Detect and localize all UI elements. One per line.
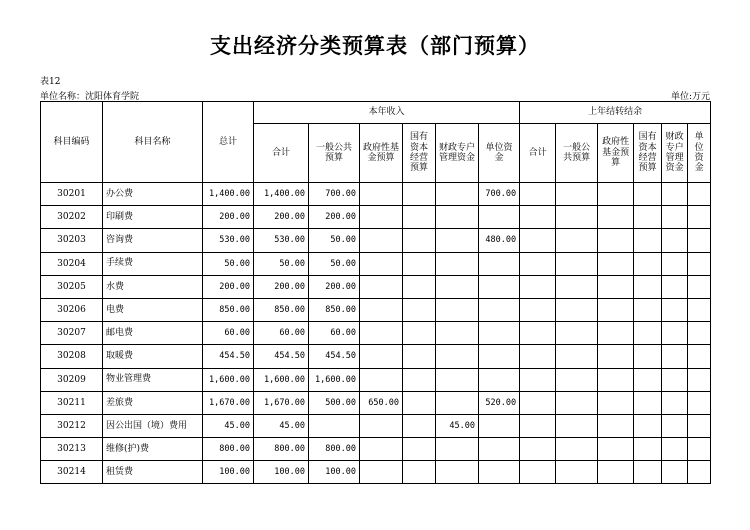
cell-code: 30214 bbox=[41, 461, 103, 484]
cell-total: 60.00 bbox=[203, 322, 254, 345]
header-co-total: 合计 bbox=[520, 124, 556, 183]
cell-code: 30205 bbox=[41, 275, 103, 298]
cell-co-unit-funds bbox=[688, 183, 711, 206]
cell-cy-gov-fund bbox=[360, 438, 403, 461]
cell-co-unit-funds bbox=[688, 391, 711, 414]
cell-cy-state-capital bbox=[403, 275, 436, 298]
cell-cy-unit-funds: 520.00 bbox=[479, 391, 520, 414]
cell-cy-special-account bbox=[436, 438, 479, 461]
cell-co-unit-funds bbox=[688, 298, 711, 321]
header-cy-total: 合计 bbox=[254, 124, 309, 183]
cell-cy-gov-fund bbox=[360, 183, 403, 206]
cell-co-state-capital bbox=[634, 298, 662, 321]
cell-name: 邮电费 bbox=[103, 322, 203, 345]
cell-name: 物业管理费 bbox=[103, 368, 203, 391]
unit-name: 单位名称：沈阳体育学院 bbox=[40, 92, 140, 102]
cell-cy-special-account bbox=[436, 345, 479, 368]
cell-co-state-capital bbox=[634, 183, 662, 206]
cell-co-gov-fund bbox=[598, 391, 634, 414]
cell-cy-unit-funds bbox=[479, 298, 520, 321]
cell-co-special-account bbox=[662, 438, 688, 461]
cell-cy-general: 200.00 bbox=[309, 275, 360, 298]
cell-co-special-account bbox=[662, 368, 688, 391]
cell-co-general bbox=[556, 252, 598, 275]
cell-cy-unit-funds bbox=[479, 438, 520, 461]
cell-cy-state-capital bbox=[403, 252, 436, 275]
cell-co-gov-fund bbox=[598, 229, 634, 252]
header-co-gov-fund: 政府性基金预算 bbox=[598, 124, 634, 183]
cell-co-general bbox=[556, 368, 598, 391]
cell-cy-total: 200.00 bbox=[254, 206, 309, 229]
cell-co-state-capital bbox=[634, 414, 662, 437]
cell-co-state-capital bbox=[634, 368, 662, 391]
cell-name: 电费 bbox=[103, 298, 203, 321]
cell-cy-total: 1,400.00 bbox=[254, 183, 309, 206]
cell-cy-unit-funds bbox=[479, 252, 520, 275]
cell-code: 30206 bbox=[41, 298, 103, 321]
cell-code: 30207 bbox=[41, 322, 103, 345]
cell-co-state-capital bbox=[634, 345, 662, 368]
cell-co-general bbox=[556, 322, 598, 345]
cell-co-special-account bbox=[662, 252, 688, 275]
cell-co-total bbox=[520, 461, 556, 484]
header-co-general: 一般公共预算 bbox=[556, 124, 598, 183]
cell-cy-gov-fund bbox=[360, 414, 403, 437]
cell-total: 50.00 bbox=[203, 252, 254, 275]
header-current-year: 本年收入 bbox=[254, 102, 520, 124]
cell-co-total bbox=[520, 438, 556, 461]
cell-cy-general: 50.00 bbox=[309, 252, 360, 275]
cell-total: 200.00 bbox=[203, 275, 254, 298]
cell-cy-gov-fund bbox=[360, 206, 403, 229]
cell-co-special-account bbox=[662, 275, 688, 298]
cell-cy-total: 200.00 bbox=[254, 275, 309, 298]
cell-co-gov-fund bbox=[598, 438, 634, 461]
cell-cy-total: 60.00 bbox=[254, 322, 309, 345]
cell-co-state-capital bbox=[634, 461, 662, 484]
cell-cy-unit-funds bbox=[479, 345, 520, 368]
cell-cy-unit-funds bbox=[479, 206, 520, 229]
cell-cy-general: 850.00 bbox=[309, 298, 360, 321]
cell-code: 30212 bbox=[41, 414, 103, 437]
table-row bbox=[41, 391, 711, 414]
cell-name: 办公费 bbox=[103, 183, 203, 206]
cell-cy-state-capital bbox=[403, 368, 436, 391]
cell-cy-unit-funds: 700.00 bbox=[479, 183, 520, 206]
cell-code: 30204 bbox=[41, 252, 103, 275]
cell-total: 530.00 bbox=[203, 229, 254, 252]
cell-co-unit-funds bbox=[688, 275, 711, 298]
cell-co-total bbox=[520, 368, 556, 391]
cell-co-unit-funds bbox=[688, 206, 711, 229]
cell-cy-special-account bbox=[436, 275, 479, 298]
cell-co-unit-funds bbox=[688, 368, 711, 391]
table-row bbox=[41, 252, 711, 275]
cell-cy-total: 100.00 bbox=[254, 461, 309, 484]
cell-co-general bbox=[556, 275, 598, 298]
header-cy-general: 一般公共预算 bbox=[309, 124, 360, 183]
cell-code: 30208 bbox=[41, 345, 103, 368]
header-cy-gov-fund: 政府性基金预算 bbox=[360, 124, 403, 183]
cell-cy-state-capital bbox=[403, 438, 436, 461]
cell-cy-special-account bbox=[436, 391, 479, 414]
cell-co-special-account bbox=[662, 183, 688, 206]
cell-co-special-account bbox=[662, 414, 688, 437]
cell-total: 850.00 bbox=[203, 298, 254, 321]
budget-table bbox=[40, 101, 711, 484]
cell-name: 手续费 bbox=[103, 252, 203, 275]
cell-cy-state-capital bbox=[403, 183, 436, 206]
cell-co-total bbox=[520, 229, 556, 252]
cell-name: 印刷费 bbox=[103, 206, 203, 229]
cell-code: 30203 bbox=[41, 229, 103, 252]
cell-cy-gov-fund bbox=[360, 298, 403, 321]
cell-co-special-account bbox=[662, 461, 688, 484]
cell-cy-unit-funds: 480.00 bbox=[479, 229, 520, 252]
table-row bbox=[41, 322, 711, 345]
cell-co-state-capital bbox=[634, 391, 662, 414]
cell-cy-total: 850.00 bbox=[254, 298, 309, 321]
table-row bbox=[41, 298, 711, 321]
cell-total: 454.50 bbox=[203, 345, 254, 368]
cell-name: 维修(护)费 bbox=[103, 438, 203, 461]
table-row bbox=[41, 414, 711, 437]
header-total: 总计 bbox=[203, 102, 254, 183]
cell-co-general bbox=[556, 206, 598, 229]
cell-cy-general: 100.00 bbox=[309, 461, 360, 484]
cell-co-general bbox=[556, 298, 598, 321]
cell-cy-state-capital bbox=[403, 345, 436, 368]
cell-cy-general bbox=[309, 414, 360, 437]
cell-cy-total: 45.00 bbox=[254, 414, 309, 437]
cell-co-unit-funds bbox=[688, 438, 711, 461]
cell-cy-gov-fund bbox=[360, 275, 403, 298]
cell-cy-unit-funds bbox=[479, 368, 520, 391]
cell-co-state-capital bbox=[634, 438, 662, 461]
cell-cy-special-account bbox=[436, 368, 479, 391]
cell-cy-general: 500.00 bbox=[309, 391, 360, 414]
table-row bbox=[41, 438, 711, 461]
header-co-state-capital: 国有资本经营预算 bbox=[634, 124, 662, 183]
cell-co-special-account bbox=[662, 345, 688, 368]
cell-co-gov-fund bbox=[598, 206, 634, 229]
cell-cy-general: 200.00 bbox=[309, 206, 360, 229]
cell-cy-state-capital bbox=[403, 414, 436, 437]
cell-co-special-account bbox=[662, 391, 688, 414]
cell-cy-general: 60.00 bbox=[309, 322, 360, 345]
header-name: 科目名称 bbox=[103, 102, 203, 183]
cell-co-state-capital bbox=[634, 322, 662, 345]
cell-co-special-account bbox=[662, 229, 688, 252]
cell-cy-total: 50.00 bbox=[254, 252, 309, 275]
cell-co-state-capital bbox=[634, 275, 662, 298]
cell-cy-gov-fund: 650.00 bbox=[360, 391, 403, 414]
cell-cy-gov-fund bbox=[360, 322, 403, 345]
cell-co-gov-fund bbox=[598, 322, 634, 345]
cell-co-unit-funds bbox=[688, 229, 711, 252]
cell-co-gov-fund bbox=[598, 183, 634, 206]
cell-cy-total: 1,670.00 bbox=[254, 391, 309, 414]
cell-cy-special-account bbox=[436, 229, 479, 252]
cell-co-gov-fund bbox=[598, 345, 634, 368]
cell-cy-gov-fund bbox=[360, 345, 403, 368]
cell-co-total bbox=[520, 391, 556, 414]
table-row bbox=[41, 275, 711, 298]
cell-co-total bbox=[520, 345, 556, 368]
cell-co-general bbox=[556, 229, 598, 252]
cell-cy-general: 700.00 bbox=[309, 183, 360, 206]
cell-cy-gov-fund bbox=[360, 368, 403, 391]
cell-cy-general: 50.00 bbox=[309, 229, 360, 252]
cell-co-general bbox=[556, 345, 598, 368]
cell-name: 差旅费 bbox=[103, 391, 203, 414]
table-row bbox=[41, 461, 711, 484]
cell-co-gov-fund bbox=[598, 461, 634, 484]
cell-cy-gov-fund bbox=[360, 229, 403, 252]
cell-code: 30201 bbox=[41, 183, 103, 206]
cell-cy-total: 1,600.00 bbox=[254, 368, 309, 391]
cell-co-unit-funds bbox=[688, 322, 711, 345]
cell-cy-special-account bbox=[436, 206, 479, 229]
cell-name: 咨询费 bbox=[103, 229, 203, 252]
cell-co-total bbox=[520, 183, 556, 206]
cell-cy-unit-funds bbox=[479, 461, 520, 484]
cell-co-total bbox=[520, 298, 556, 321]
header-co-unit-funds: 单位资金 bbox=[688, 124, 711, 183]
cell-co-special-account bbox=[662, 298, 688, 321]
cell-name: 租赁费 bbox=[103, 461, 203, 484]
header-cy-unit-funds: 单位资金 bbox=[479, 124, 520, 183]
cell-name: 因公出国（境）费用 bbox=[103, 414, 203, 437]
cell-code: 30202 bbox=[41, 206, 103, 229]
cell-total: 1,600.00 bbox=[203, 368, 254, 391]
cell-cy-special-account bbox=[436, 461, 479, 484]
table-row bbox=[41, 368, 711, 391]
header-carryover: 上年结转结余 bbox=[520, 102, 711, 124]
cell-cy-state-capital bbox=[403, 298, 436, 321]
table-row bbox=[41, 206, 711, 229]
cell-co-gov-fund bbox=[598, 368, 634, 391]
cell-co-total bbox=[520, 252, 556, 275]
cell-co-unit-funds bbox=[688, 461, 711, 484]
cell-cy-special-account: 45.00 bbox=[436, 414, 479, 437]
cell-cy-state-capital bbox=[403, 391, 436, 414]
cell-cy-state-capital bbox=[403, 229, 436, 252]
cell-cy-total: 530.00 bbox=[254, 229, 309, 252]
cell-cy-total: 800.00 bbox=[254, 438, 309, 461]
cell-total: 1,400.00 bbox=[203, 183, 254, 206]
cell-cy-state-capital bbox=[403, 322, 436, 345]
cell-co-unit-funds bbox=[688, 414, 711, 437]
cell-total: 800.00 bbox=[203, 438, 254, 461]
cell-cy-unit-funds bbox=[479, 414, 520, 437]
cell-total: 45.00 bbox=[203, 414, 254, 437]
cell-cy-state-capital bbox=[403, 206, 436, 229]
cell-cy-special-account bbox=[436, 322, 479, 345]
table-body bbox=[41, 183, 711, 484]
cell-total: 100.00 bbox=[203, 461, 254, 484]
cell-co-general bbox=[556, 414, 598, 437]
cell-co-total bbox=[520, 206, 556, 229]
cell-cy-total: 454.50 bbox=[254, 345, 309, 368]
cell-name: 取暖费 bbox=[103, 345, 203, 368]
cell-co-general bbox=[556, 391, 598, 414]
cell-code: 30211 bbox=[41, 391, 103, 414]
cell-cy-special-account bbox=[436, 183, 479, 206]
cell-co-special-account bbox=[662, 322, 688, 345]
cell-code: 30209 bbox=[41, 368, 103, 391]
cell-co-general bbox=[556, 461, 598, 484]
table-row bbox=[41, 229, 711, 252]
cell-cy-general: 800.00 bbox=[309, 438, 360, 461]
currency-unit: 单位:万元 bbox=[670, 92, 710, 102]
header-cy-special-account: 财政专户管理资金 bbox=[436, 124, 479, 183]
cell-cy-special-account bbox=[436, 298, 479, 321]
cell-co-general bbox=[556, 438, 598, 461]
table-row bbox=[41, 345, 711, 368]
header-cy-state-capital: 国有资本经营预算 bbox=[403, 124, 436, 183]
cell-cy-general: 1,600.00 bbox=[309, 368, 360, 391]
cell-co-special-account bbox=[662, 206, 688, 229]
table-row bbox=[41, 183, 711, 206]
cell-name: 水费 bbox=[103, 275, 203, 298]
cell-co-general bbox=[556, 183, 598, 206]
cell-total: 200.00 bbox=[203, 206, 254, 229]
cell-cy-general: 454.50 bbox=[309, 345, 360, 368]
cell-cy-gov-fund bbox=[360, 461, 403, 484]
cell-cy-gov-fund bbox=[360, 252, 403, 275]
cell-code: 30213 bbox=[41, 438, 103, 461]
cell-co-total bbox=[520, 414, 556, 437]
cell-cy-state-capital bbox=[403, 461, 436, 484]
cell-co-gov-fund bbox=[598, 275, 634, 298]
cell-co-state-capital bbox=[634, 229, 662, 252]
cell-co-unit-funds bbox=[688, 345, 711, 368]
cell-co-state-capital bbox=[634, 206, 662, 229]
cell-co-total bbox=[520, 322, 556, 345]
table-number: 表12 bbox=[40, 77, 61, 87]
cell-cy-special-account bbox=[436, 252, 479, 275]
header-code: 科目编码 bbox=[41, 102, 103, 183]
cell-co-gov-fund bbox=[598, 298, 634, 321]
header-co-special-account: 财政专户管理资金 bbox=[662, 124, 688, 183]
cell-cy-unit-funds bbox=[479, 322, 520, 345]
page-title: 支出经济分类预算表（部门预算） bbox=[210, 33, 540, 58]
cell-total: 1,670.00 bbox=[203, 391, 254, 414]
cell-co-total bbox=[520, 275, 556, 298]
cell-co-gov-fund bbox=[598, 252, 634, 275]
cell-cy-unit-funds bbox=[479, 275, 520, 298]
cell-co-gov-fund bbox=[598, 414, 634, 437]
cell-co-state-capital bbox=[634, 252, 662, 275]
cell-co-unit-funds bbox=[688, 252, 711, 275]
